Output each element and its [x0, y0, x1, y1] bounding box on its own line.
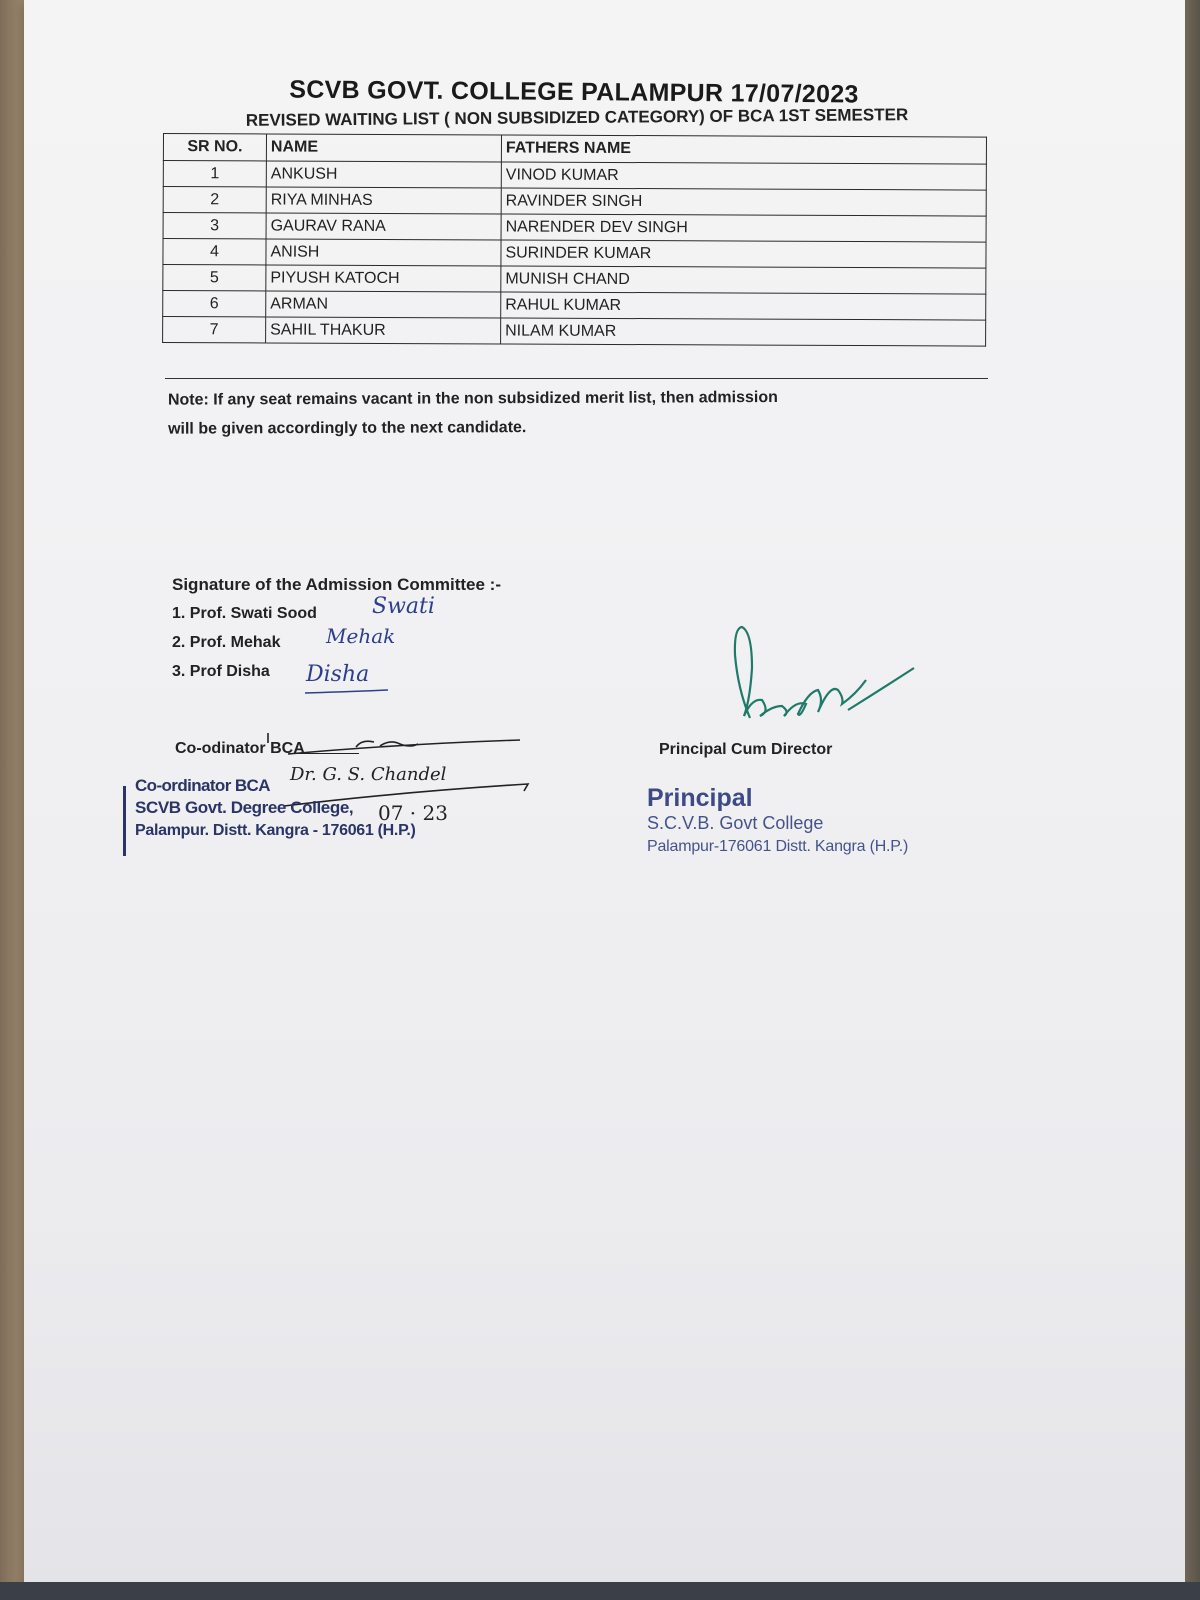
signature-mehak: Mehak [326, 624, 396, 648]
committee-member-1: 1. Prof. Swati Sood [172, 605, 317, 622]
cell-father: RAVINDER SINGH [501, 188, 986, 216]
cell-sr: 3 [163, 213, 266, 239]
cell-father: NILAM KUMAR [501, 318, 986, 346]
col-name: NAME [266, 134, 501, 162]
cell-sr: 6 [163, 291, 266, 317]
signature-swati: Swati [372, 594, 435, 619]
coordinator-label: Co-odinator BCA [175, 740, 305, 757]
document-title: SCVB GOVT. COLLEGE PALAMPUR 17/07/2023 [289, 75, 859, 109]
cell-sr: 4 [163, 239, 266, 265]
cell-father: SURINDER KUMAR [501, 240, 986, 268]
cell-name: ANKUSH [266, 161, 501, 188]
cell-name: RIYA MINHAS [266, 187, 501, 214]
note-line-1: Note: If any seat remains vacant in the non subsidized merit list, then admission [167, 388, 778, 409]
cell-name: ARMAN [266, 291, 501, 318]
coordinator-handwritten-date: 07 · 23 [378, 801, 448, 825]
col-fathers-name: FATHERS NAME [501, 135, 986, 164]
cell-father: NARENDER DEV SINGH [501, 214, 986, 242]
cell-father: RAHUL KUMAR [501, 292, 986, 320]
committee-member-2: 2. Prof. Mehak [172, 634, 281, 651]
principal-stamp [647, 784, 908, 856]
note-line-2: will be given accordingly to the next candidate. [168, 419, 527, 438]
principal-stamp-line-3: Palampur-176061 Distt. Kangra (H.P.) [647, 838, 909, 855]
cell-father: VINOD KUMAR [501, 162, 986, 190]
coordinator-stamp-line-2: SCVB Govt. Degree College, [135, 798, 354, 817]
cell-name: ANISH [266, 239, 501, 266]
col-sr-no: SR NO. [163, 134, 266, 161]
cell-sr: 1 [163, 161, 266, 187]
committee-heading: Signature of the Admission Committee :- [172, 575, 502, 594]
principal-title: Principal Cum Director [659, 741, 833, 758]
cell-sr: 2 [163, 187, 266, 213]
cell-name: GAURAV RANA [266, 213, 501, 240]
cell-name: PIYUSH KATOCH [266, 265, 501, 292]
committee-member-3: 3. Prof Disha [172, 663, 270, 680]
cell-sr: 7 [163, 317, 266, 343]
principal-stamp-line-2: S.C.V.B. Govt College [647, 813, 824, 833]
cell-sr: 5 [163, 265, 266, 291]
coordinator-stamp-line-3: Palampur. Distt. Kangra - 176061 (H.P.) [135, 822, 416, 839]
coordinator-stamp-line-1: Co-ordinator BCA [135, 776, 270, 795]
document-subtitle: REVISED WAITING LIST ( NON SUBSIDIZED CATEGORY) OF BCA 1ST SEMESTER [245, 105, 909, 130]
principal-stamp-line-1: Principal [647, 784, 753, 812]
cell-name: SAHIL THAKUR [266, 317, 501, 344]
background-bottom [0, 1582, 1200, 1600]
signature-disha: Disha [306, 662, 370, 687]
cell-father: MUNISH CHAND [501, 266, 986, 294]
coordinator-handwritten-name: Dr. G. S. Chandel [290, 764, 447, 785]
